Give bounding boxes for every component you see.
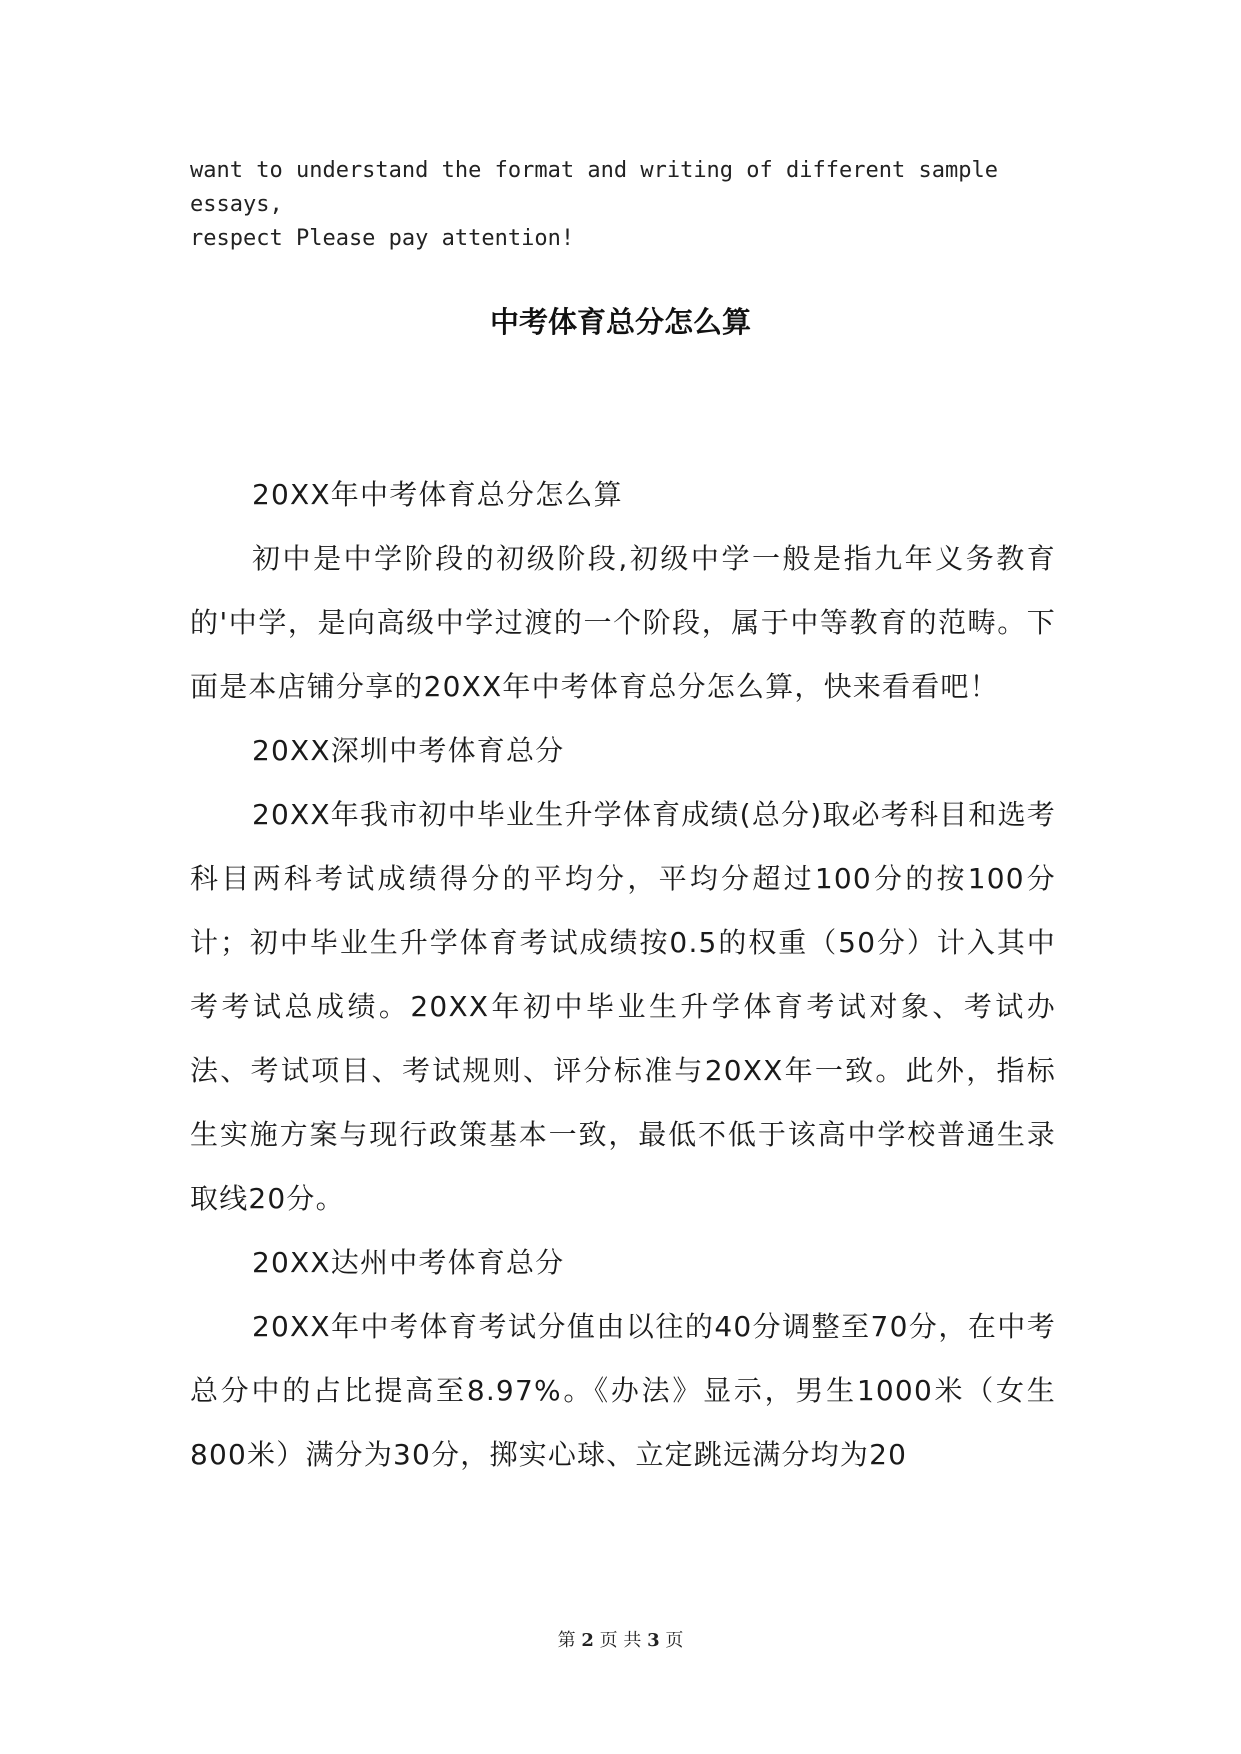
intro-paragraph: 初中是中学阶段的初级阶段,初级中学一般是指九年义务教育的'中学，是向高级中学过渡的一个阶段，属于中等教育的范畴。下面是本店铺分享的20XX年中考体育总分怎么算，快来看看吧！ [190, 542, 1056, 703]
subtitle-paragraph: 20XX年中考体育总分怎么算 [252, 478, 623, 511]
footer-middle: 页 共 [599, 1630, 642, 1651]
document-body [190, 463, 1056, 1487]
document-title: 中考体育总分怎么算 [489, 305, 751, 339]
dazhou-paragraph: 20XX年中考体育考试分值由以往的40分调整至70分，在中考总分中的占比提高至8.97%。《办法》显示，男生1000米（女生800米）满分为30分，掷实心球、立定跳远满分均为20 [190, 1310, 1056, 1471]
shenzhen-paragraph: 20XX年我市初中毕业生升学体育成绩(总分)取必考科目和选考科目两科考试成绩得分的平均分，平均分超过100分的按100分计；初中毕业生升学体育考试成绩按0.5的权重（50分）计入其中考考试总成绩。20XX年初中毕业生升学体育考试对象、考试办法、考试项目、考试规则、评分标准与20XX年一致。此外，指标生实施方案与现行政策基本一致，最低不低于该高中学校普通生录取线20分。 [190, 798, 1056, 1215]
intro-text [190, 154, 1070, 256]
section-heading-dazhou: 20XX达州中考体育总分 [252, 1246, 565, 1279]
section-heading-shenzhen: 20XX深圳中考体育总分 [252, 734, 565, 767]
page-footer [0, 1628, 1241, 1654]
total-page-number: 3 [647, 1630, 660, 1651]
current-page-number: 2 [581, 1630, 594, 1651]
intro-line-2: respect Please pay attention! [190, 226, 575, 251]
footer-prefix: 第 [557, 1630, 576, 1651]
intro-line-1: want to understand the format and writing of different sample essays, [190, 158, 998, 217]
footer-suffix: 页 [665, 1630, 684, 1651]
